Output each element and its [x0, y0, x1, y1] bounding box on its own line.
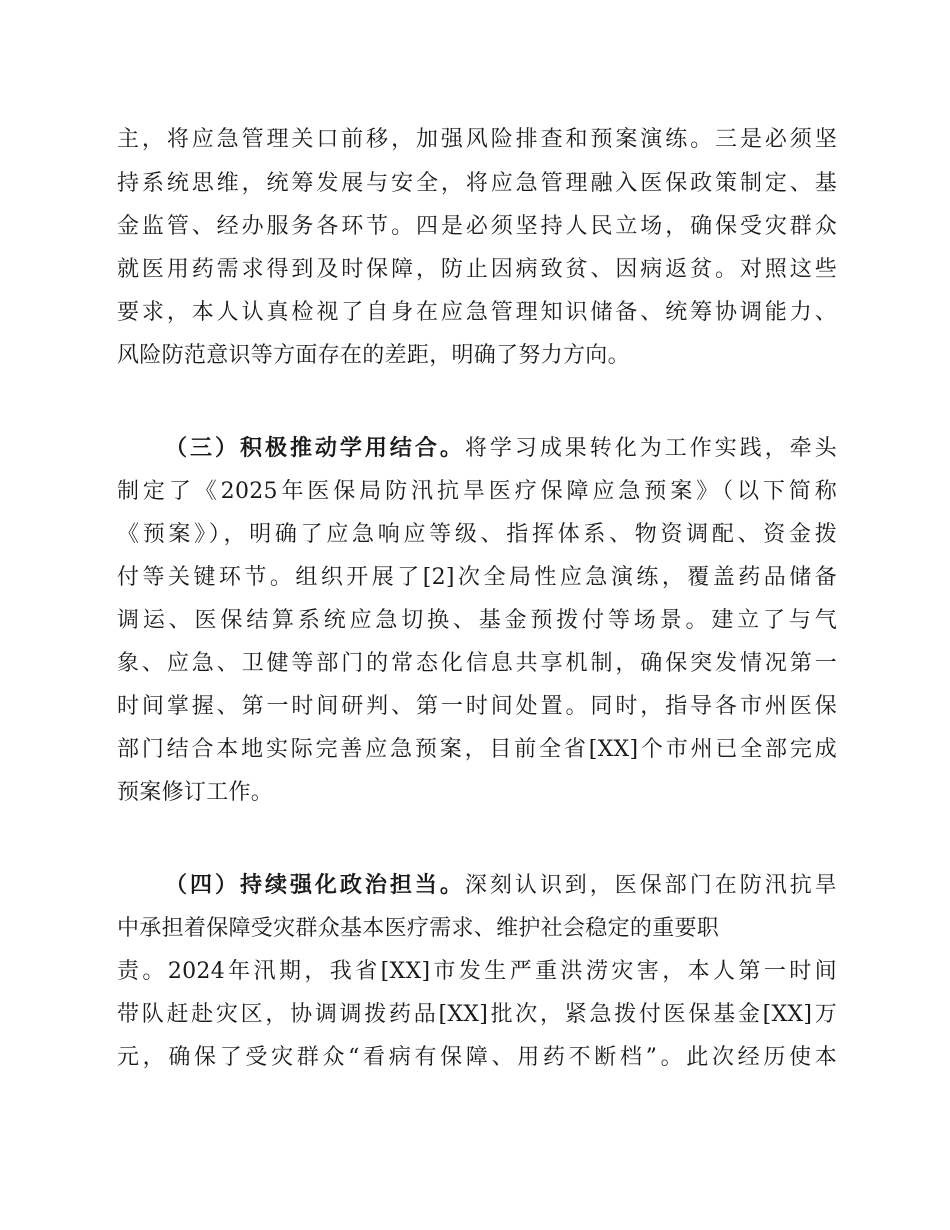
body-line: 象、应急、卫健等部门的常态化信息共享机制，确保突发情况第一 — [117, 651, 837, 676]
body-line: 制定了《2025年医保局防汛抗旱医疗保障应急预案》（以下简称 — [117, 479, 837, 504]
body-line: 预案修订工作。 — [117, 780, 274, 805]
body-line: 付等关键环节。组织开展了[2]次全局性应急演练，覆盖药品储备 — [117, 565, 837, 590]
body-line: 持系统思维，统筹发展与安全，将应急管理融入医保政策制定、基 — [117, 171, 837, 196]
section-4-first-line-text: 深刻认识到，医保部门在防汛抗旱 — [464, 873, 837, 898]
body-line: 中承担着保障受灾群众基本医疗需求、维护社会稳定的重要职 — [117, 916, 720, 941]
section-3-heading: （三）积极推动学用结合。 — [165, 436, 465, 461]
body-line: 金监管、经办服务各环节。四是必须坚持人民立场，确保受灾群众 — [117, 214, 837, 239]
section-3-first-line-text: 将学习成果转化为工作实践，牵头 — [464, 436, 837, 461]
body-line: 调运、医保结算系统应急切换、基金预拨付等场景。建立了与气 — [117, 608, 837, 633]
body-line: 部门结合本地实际完善应急预案，目前全省[XX]个市州已全部完成 — [117, 737, 837, 762]
section-3-first-line — [117, 427, 837, 471]
section-4-heading: （四）持续强化政治担当。 — [165, 873, 465, 898]
body-line: 《预案》），明确了应急响应等级、指挥体系、物资调配、资金拨 — [117, 522, 837, 547]
body-line: 元，确保了受灾群众“看病有保障、用药不断档”。此次经历使本 — [117, 1045, 837, 1070]
body-line: 风险防范意识等方面存在的差距，明确了努力方向。 — [117, 343, 630, 368]
body-line: 带队赶赴灾区，协调调拨药品[XX]批次，紧急拨付医保基金[XX]万 — [117, 1002, 837, 1027]
body-line: 责。2024年汛期，我省[XX]市发生严重洪涝灾害，本人第一时间 — [117, 959, 837, 984]
body-line: 要求，本人认真检视了自身在应急管理知识储备、统筹协调能力、 — [117, 300, 837, 325]
body-line: 主，将应急管理关口前移，加强风险排查和预案演练。三是必须坚 — [117, 127, 837, 152]
body-line: 时间掌握、第一时间研判、第一时间处置。同时，指导各市州医保 — [117, 694, 837, 719]
body-line: 就医用药需求得到及时保障，防止因病致贫、因病返贫。对照这些 — [117, 257, 837, 282]
section-4-first-line — [117, 864, 837, 908]
